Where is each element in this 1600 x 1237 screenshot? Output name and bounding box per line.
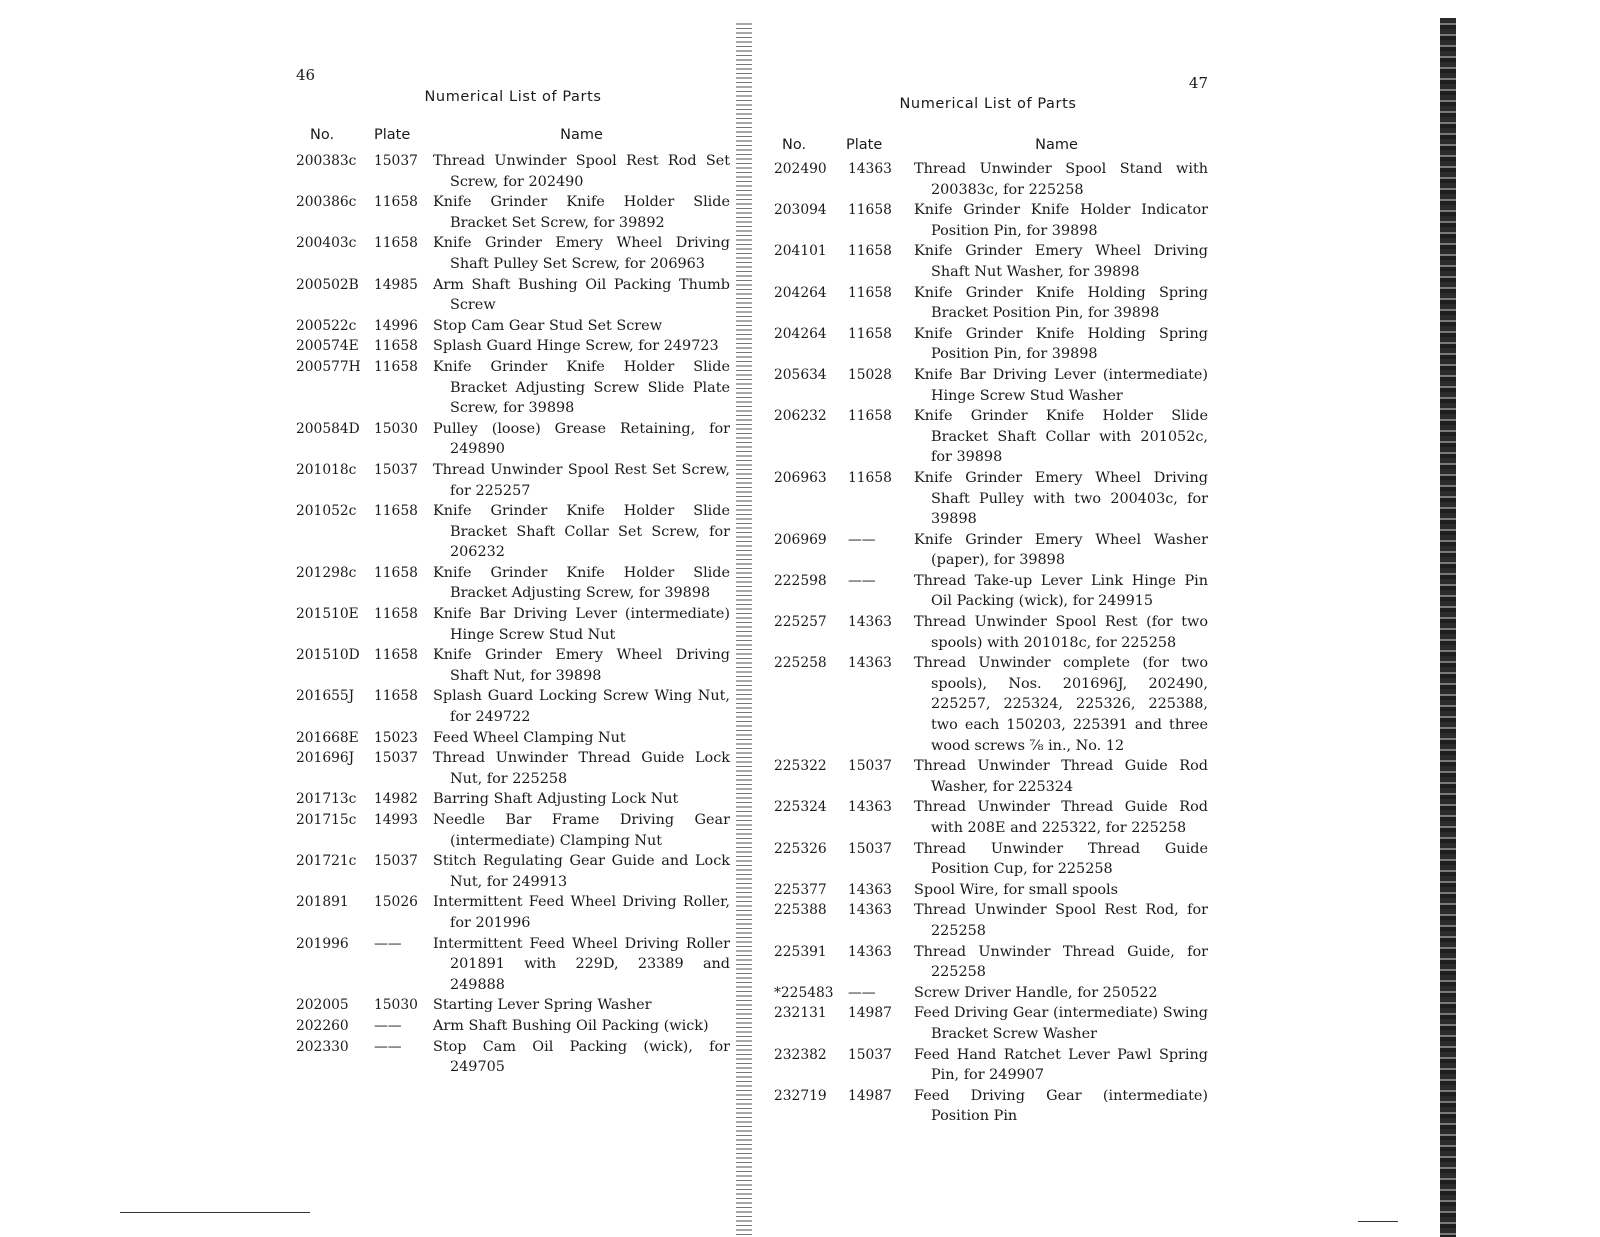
part-name: Knife Grinder Emery Wheel Driving Shaft Nut, for 39898 bbox=[433, 647, 730, 684]
table-row bbox=[296, 934, 730, 996]
part-name: Starting Lever Spring Washer bbox=[433, 997, 652, 1014]
part-name: Knife Grinder Knife Holder Slide Bracket Adjusting Screw Slide Plate Screw, for 39898 bbox=[433, 358, 730, 417]
bottom-rule-left bbox=[120, 1212, 310, 1213]
table-row bbox=[768, 530, 1208, 571]
plate-number: 14987 bbox=[848, 1087, 892, 1104]
plate-number: 11658 bbox=[374, 688, 418, 705]
column-header-no: No. bbox=[310, 127, 335, 143]
part-number: 202330 bbox=[296, 1038, 349, 1055]
part-number: 201891 bbox=[296, 894, 349, 911]
part-name: Needle Bar Frame Driving Gear (intermediate) Clamping Nut bbox=[433, 812, 730, 849]
plate-number: 11658 bbox=[374, 564, 418, 581]
part-number: 232719 bbox=[774, 1087, 827, 1104]
table-row bbox=[768, 983, 1208, 1004]
table-row bbox=[768, 839, 1208, 880]
part-number: 201713c bbox=[296, 791, 357, 808]
plate-number: 15037 bbox=[374, 750, 418, 767]
part-number: 206963 bbox=[774, 469, 827, 486]
column-header-plate: Plate bbox=[846, 137, 883, 153]
column-header-name: Name bbox=[1035, 137, 1078, 153]
plate-number: 11658 bbox=[374, 358, 418, 375]
plate-number: 14363 bbox=[848, 161, 892, 177]
part-number: 201510E bbox=[296, 606, 359, 623]
part-number: 225326 bbox=[774, 840, 827, 857]
plate-number: 14363 bbox=[848, 655, 892, 672]
plate-number: 11658 bbox=[374, 338, 418, 355]
part-name: Pulley (loose) Grease Retaining, for 249890 bbox=[433, 420, 730, 458]
table-row bbox=[768, 283, 1208, 324]
part-name: Thread Unwinder Thread Guide Lock Nut, for 225258 bbox=[433, 750, 730, 787]
part-name: Knife Grinder Emery Wheel Driving Shaft Pulley with two 200403c, for 39898 bbox=[914, 469, 1208, 528]
table-row bbox=[296, 563, 730, 604]
plate-number: 11658 bbox=[848, 284, 892, 301]
part-name: Knife Grinder Emery Wheel Washer (paper), for 39898 bbox=[914, 531, 1208, 569]
plate-number: 11658 bbox=[374, 606, 418, 623]
part-number: 200584D bbox=[296, 420, 360, 437]
plate-number: 11658 bbox=[374, 503, 418, 520]
table-row bbox=[296, 419, 730, 460]
part-number: 200502B bbox=[296, 276, 359, 293]
table-row bbox=[296, 151, 730, 192]
part-number: 201298c bbox=[296, 564, 357, 581]
table-row bbox=[768, 942, 1208, 983]
plate-number: 11658 bbox=[848, 325, 892, 342]
plate-number: —— bbox=[848, 531, 876, 548]
part-number: 201996 bbox=[296, 935, 349, 952]
part-name: Knife Grinder Emery Wheel Driving Shaft Pulley Set Screw, for 206963 bbox=[433, 235, 730, 272]
table-row bbox=[296, 501, 730, 563]
table-row bbox=[768, 159, 1208, 200]
table-row bbox=[296, 810, 730, 851]
part-name: Thread Unwinder Thread Guide, for 225258 bbox=[914, 943, 1208, 981]
part-number: 201668E bbox=[296, 729, 359, 746]
page-title: Numerical List of Parts bbox=[899, 96, 1077, 112]
part-name: Spool Wire, for small spools bbox=[914, 881, 1119, 898]
part-number: 200574E bbox=[296, 338, 359, 355]
plate-number: 15023 bbox=[374, 729, 418, 746]
part-name: Screw Driver Handle, for 250522 bbox=[914, 984, 1158, 1001]
part-number: 225391 bbox=[774, 943, 827, 960]
table-row bbox=[768, 612, 1208, 653]
part-name: Arm Shaft Bushing Oil Packing (wick) bbox=[433, 1017, 709, 1034]
part-name: Knife Grinder Knife Holder Slide Bracket Set Screw, for 39892 bbox=[433, 194, 730, 231]
part-name: Knife Grinder Knife Holding Spring Position Pin, for 39898 bbox=[914, 325, 1208, 363]
bottom-rule-right bbox=[1358, 1221, 1398, 1222]
table-row bbox=[296, 460, 730, 501]
part-number: 204101 bbox=[774, 243, 827, 260]
part-name: Knife Bar Driving Lever (intermediate) Hinge Screw Stud Nut bbox=[433, 606, 730, 643]
table-row bbox=[768, 1045, 1208, 1086]
plate-number: —— bbox=[848, 984, 876, 1001]
part-name: Intermittent Feed Wheel Driving Roller, for 201996 bbox=[433, 894, 730, 931]
part-number: 204264 bbox=[774, 325, 827, 342]
part-name: Barring Shaft Adjusting Lock Nut bbox=[433, 791, 679, 808]
plate-number: 14993 bbox=[374, 812, 418, 828]
part-name: Thread Unwinder Spool Rest Rod Set Screw, for 202490 bbox=[433, 153, 730, 190]
column-header-no: No. bbox=[782, 137, 807, 153]
part-number: 225377 bbox=[774, 881, 827, 898]
part-number: 205634 bbox=[774, 366, 827, 383]
plate-number: 15037 bbox=[374, 853, 418, 870]
plate-number: 14363 bbox=[848, 881, 892, 898]
table-row bbox=[296, 233, 730, 274]
plate-number: 14985 bbox=[374, 276, 418, 293]
part-number: 202260 bbox=[296, 1017, 349, 1034]
plate-number: 11658 bbox=[848, 243, 892, 260]
plate-number: 11658 bbox=[374, 647, 418, 664]
part-name: Thread Unwinder Spool Rest Rod, for 225258 bbox=[914, 902, 1208, 939]
plate-number: 14363 bbox=[848, 943, 892, 960]
parts-list bbox=[296, 151, 730, 1078]
part-number: 225322 bbox=[774, 758, 827, 775]
part-name: Stop Cam Gear Stud Set Screw bbox=[433, 317, 663, 334]
part-number: 206232 bbox=[774, 408, 827, 425]
table-row bbox=[296, 892, 730, 933]
part-name: Feed Driving Gear (intermediate) Swing Bracket Screw Washer bbox=[914, 1005, 1208, 1042]
part-number: 232131 bbox=[774, 1005, 827, 1022]
part-number: 225388 bbox=[774, 902, 827, 919]
table-row bbox=[296, 748, 730, 789]
parts-list bbox=[768, 159, 1208, 1127]
table-row bbox=[296, 336, 730, 357]
part-number: 202490 bbox=[774, 161, 827, 177]
column-header-plate: Plate bbox=[374, 127, 411, 143]
table-row bbox=[296, 728, 730, 749]
part-number: 200403c bbox=[296, 235, 357, 252]
plate-number: 14996 bbox=[374, 317, 418, 334]
page-edge-shadow bbox=[1440, 18, 1456, 1237]
table-row bbox=[768, 324, 1208, 365]
part-name: Thread Unwinder Spool Rest Set Screw, for 225257 bbox=[433, 461, 730, 499]
table-row bbox=[768, 880, 1208, 901]
part-number: 201510D bbox=[296, 647, 360, 664]
part-number: 222598 bbox=[774, 572, 827, 589]
part-name: Thread Unwinder Thread Guide Rod Washer, for 225324 bbox=[914, 758, 1208, 795]
table-row bbox=[768, 365, 1208, 406]
part-name: Thread Unwinder Thread Guide Rod with 208E and 225322, for 225258 bbox=[914, 799, 1208, 836]
plate-number: 11658 bbox=[848, 408, 892, 425]
part-number: 203094 bbox=[774, 202, 827, 219]
part-name: Feed Hand Ratchet Lever Pawl Spring Pin, for 249907 bbox=[914, 1046, 1208, 1084]
plate-number: 15037 bbox=[848, 840, 892, 857]
plate-number: 15037 bbox=[374, 461, 418, 478]
part-name: Intermittent Feed Wheel Driving Roller 201891 with 229D, 23389 and 249888 bbox=[433, 935, 730, 993]
part-name: Arm Shaft Bushing Oil Packing Thumb Screw bbox=[433, 276, 730, 314]
part-number: 225258 bbox=[774, 655, 827, 672]
part-number: 232382 bbox=[774, 1046, 827, 1063]
plate-number: 11658 bbox=[848, 469, 892, 486]
part-name: Knife Grinder Knife Holder Slide Bracket Adjusting Screw, for 39898 bbox=[433, 564, 730, 602]
table-row bbox=[768, 571, 1208, 612]
plate-number: 14982 bbox=[374, 791, 418, 808]
table-row bbox=[296, 316, 730, 337]
table-row bbox=[296, 1016, 730, 1037]
page-number: 47 bbox=[1188, 74, 1208, 92]
plate-number: 15030 bbox=[374, 997, 418, 1014]
part-number: 201018c bbox=[296, 461, 357, 478]
part-name: Knife Grinder Knife Holder Slide Bracket Shaft Collar Set Screw, for 206232 bbox=[433, 503, 730, 561]
part-number: 201715c bbox=[296, 812, 357, 828]
plate-number: —— bbox=[374, 935, 402, 952]
part-name: Knife Bar Driving Lever (intermediate) Hinge Screw Stud Washer bbox=[914, 366, 1208, 404]
table-header bbox=[768, 137, 1208, 157]
table-row bbox=[296, 275, 730, 316]
column-header-name: Name bbox=[560, 127, 603, 143]
plate-number: 11658 bbox=[848, 202, 892, 219]
plate-number: 15037 bbox=[374, 153, 418, 169]
part-number: 200577H bbox=[296, 358, 361, 375]
table-row bbox=[768, 200, 1208, 241]
part-name: Knife Grinder Knife Holder Slide Bracket Shaft Collar with 201052c, for 39898 bbox=[914, 408, 1208, 466]
table-header bbox=[296, 127, 730, 147]
plate-number: 15026 bbox=[374, 894, 418, 911]
plate-number: 15030 bbox=[374, 420, 418, 437]
part-name: Thread Take-up Lever Link Hinge Pin Oil Packing (wick), for 249915 bbox=[914, 572, 1208, 610]
part-name: Knife Grinder Knife Holding Spring Bracket Position Pin, for 39898 bbox=[914, 284, 1208, 322]
table-row bbox=[768, 406, 1208, 468]
table-row bbox=[296, 686, 730, 727]
plate-number: 14987 bbox=[848, 1005, 892, 1022]
table-row bbox=[296, 192, 730, 233]
table-row bbox=[768, 1003, 1208, 1044]
table-row bbox=[768, 241, 1208, 282]
plate-number: —— bbox=[848, 572, 876, 589]
table-row bbox=[296, 357, 730, 419]
part-name: Stop Cam Oil Packing (wick), for 249705 bbox=[433, 1038, 730, 1076]
plate-number: —— bbox=[374, 1038, 402, 1055]
part-number: 200522c bbox=[296, 317, 357, 334]
table-row bbox=[296, 789, 730, 810]
part-name: Thread Unwinder Thread Guide Position Cup, for 225258 bbox=[914, 840, 1208, 878]
plate-number: 11658 bbox=[374, 235, 418, 252]
plate-number: —— bbox=[374, 1017, 402, 1034]
plate-number: 14363 bbox=[848, 902, 892, 919]
part-number: 201655J bbox=[296, 688, 355, 705]
part-number: 200383c bbox=[296, 153, 357, 169]
plate-number: 15037 bbox=[848, 758, 892, 775]
part-number: 201721c bbox=[296, 853, 357, 870]
table-row bbox=[296, 995, 730, 1016]
table-row bbox=[768, 1086, 1208, 1127]
plate-number: 14363 bbox=[848, 614, 892, 631]
part-name: Splash Guard Locking Screw Wing Nut, for 249722 bbox=[433, 688, 730, 726]
page-number: 46 bbox=[296, 66, 316, 84]
part-name: Knife Grinder Emery Wheel Driving Shaft Nut Washer, for 39898 bbox=[914, 243, 1208, 280]
table-row bbox=[296, 645, 730, 686]
book-gutter bbox=[736, 20, 752, 1237]
part-name: Thread Unwinder complete (for two spools), Nos. 201696J, 202490, 225257, 225324, 225326, 225388, two each 150203, 225391 and three wood screws ⅞ in., No. 12 bbox=[914, 655, 1208, 754]
part-name: Splash Guard Hinge Screw, for 249723 bbox=[433, 338, 719, 355]
table-row bbox=[296, 604, 730, 645]
plate-number: 15037 bbox=[848, 1046, 892, 1063]
page-title: Numerical List of Parts bbox=[424, 89, 602, 105]
plate-number: 11658 bbox=[374, 194, 418, 211]
table-row bbox=[768, 468, 1208, 530]
table-row bbox=[768, 756, 1208, 797]
plate-number: 14363 bbox=[848, 799, 892, 816]
part-number: 202005 bbox=[296, 997, 349, 1014]
part-name: Thread Unwinder Spool Rest (for two spools) with 201018c, for 225258 bbox=[914, 614, 1208, 651]
table-row bbox=[768, 653, 1208, 756]
plate-number: 15028 bbox=[848, 366, 892, 383]
table-row bbox=[296, 851, 730, 892]
part-number: 206969 bbox=[774, 531, 827, 548]
table-row bbox=[768, 900, 1208, 941]
part-name: Thread Unwinder Spool Stand with 200383c, for 225258 bbox=[914, 161, 1208, 198]
part-number: *225483 bbox=[774, 984, 834, 1001]
part-name: Feed Driving Gear (intermediate) Position Pin bbox=[914, 1087, 1208, 1125]
part-number: 201696J bbox=[296, 750, 355, 767]
part-number: 201052c bbox=[296, 503, 357, 520]
table-row bbox=[768, 797, 1208, 838]
part-number: 225257 bbox=[774, 614, 827, 631]
table-row bbox=[296, 1037, 730, 1078]
part-name: Stitch Regulating Gear Guide and Lock Nut, for 249913 bbox=[433, 853, 730, 890]
part-number: 200386c bbox=[296, 194, 357, 211]
part-name: Feed Wheel Clamping Nut bbox=[433, 729, 626, 746]
part-number: 204264 bbox=[774, 284, 827, 301]
part-number: 225324 bbox=[774, 799, 827, 816]
part-name: Knife Grinder Knife Holder Indicator Position Pin, for 39898 bbox=[914, 202, 1208, 239]
